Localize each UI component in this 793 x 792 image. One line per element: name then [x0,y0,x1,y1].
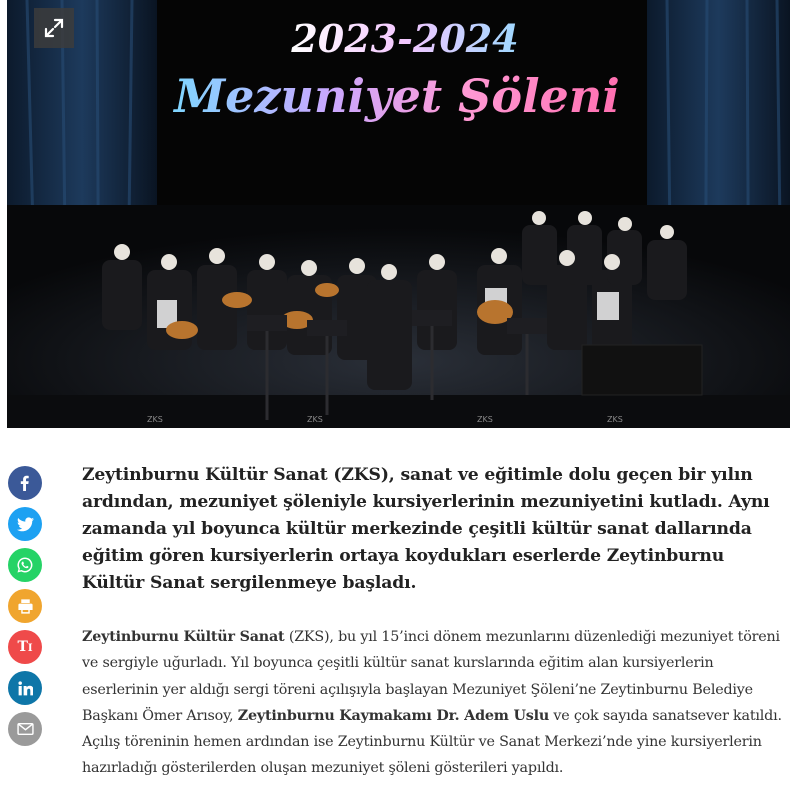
article-text-segment: ve çok sayıda sanatsever katıldı. Açılış töreninin hemen ardından ise Zeytinburnu Kültür ve Sanat Merkezi’nde yine kursiyerlerin hazırladığı gösterilerden oluşan mezuniyet şöleni gösterileri yapıldı. [82,707,782,777]
facebook-share-button[interactable] [8,466,42,500]
expand-image-button[interactable] [34,8,74,48]
font-size-button[interactable] [8,630,42,664]
whatsapp-icon [16,556,34,574]
hero-title-main: Mezuniyet Şöleni [174,69,620,123]
article-bold-official: Zeytinburnu Kaymakamı Dr. Adem Uslu [237,707,550,724]
concert-stage-illustration [7,0,790,428]
mail-icon [17,722,34,736]
article-text-segment: (ZKS), bu yıl 15’inci dönem mezunlarını düzenlediği mezuniyet töreni ve sergiyle uğurladı. Yıl boyunca çeşitli kültür sanat kurslarında eğitim alan kursiyerlerin eserlerinin yer aldığı sergi töreni açılışıyla başlayan Mezuniyet Şöleni’ne Zeytinburnu Belediye Başkanı Ömer Arısoy, [82,629,780,724]
email-share-button[interactable] [8,712,42,746]
text-size-icon: TI [17,639,33,655]
facebook-icon [17,475,33,491]
article-bold-org: Zeytinburnu Kültür Sanat [82,629,285,645]
article-paragraph [82,624,787,782]
twitter-share-button[interactable] [8,507,42,541]
print-icon [17,598,34,615]
svg-text:ZKS: ZKS [607,415,623,424]
article-body [82,462,787,782]
svg-text:ZKS: ZKS [477,415,493,424]
share-toolbar [8,466,42,753]
print-button[interactable] [8,589,42,623]
linkedin-icon [18,681,33,696]
linkedin-share-button[interactable] [8,671,42,705]
hero-title-year: 2023-2024 [291,16,519,61]
svg-text:ZKS: ZKS [147,415,163,424]
whatsapp-share-button[interactable] [8,548,42,582]
article-lead: Zeytinburnu Kültür Sanat (ZKS), sanat ve eğitimle dolu geçen bir yılın ardından, mezuniyet şöleniyle kursiyerlerinin mezuniyetini kutladı. Aynı zamanda yıl boyunca kültür merkezinde çeşitli kültür sanat dallarında eğitim gören kursiyerlerin ortaya koydukları eserlerde Zeytinburnu Kültür Sanat sergilenmeye başladı. [82,465,770,593]
hero-photo [7,0,790,428]
svg-text:ZKS: ZKS [307,415,323,424]
twitter-icon [17,517,34,532]
expand-arrows-icon [44,18,64,38]
